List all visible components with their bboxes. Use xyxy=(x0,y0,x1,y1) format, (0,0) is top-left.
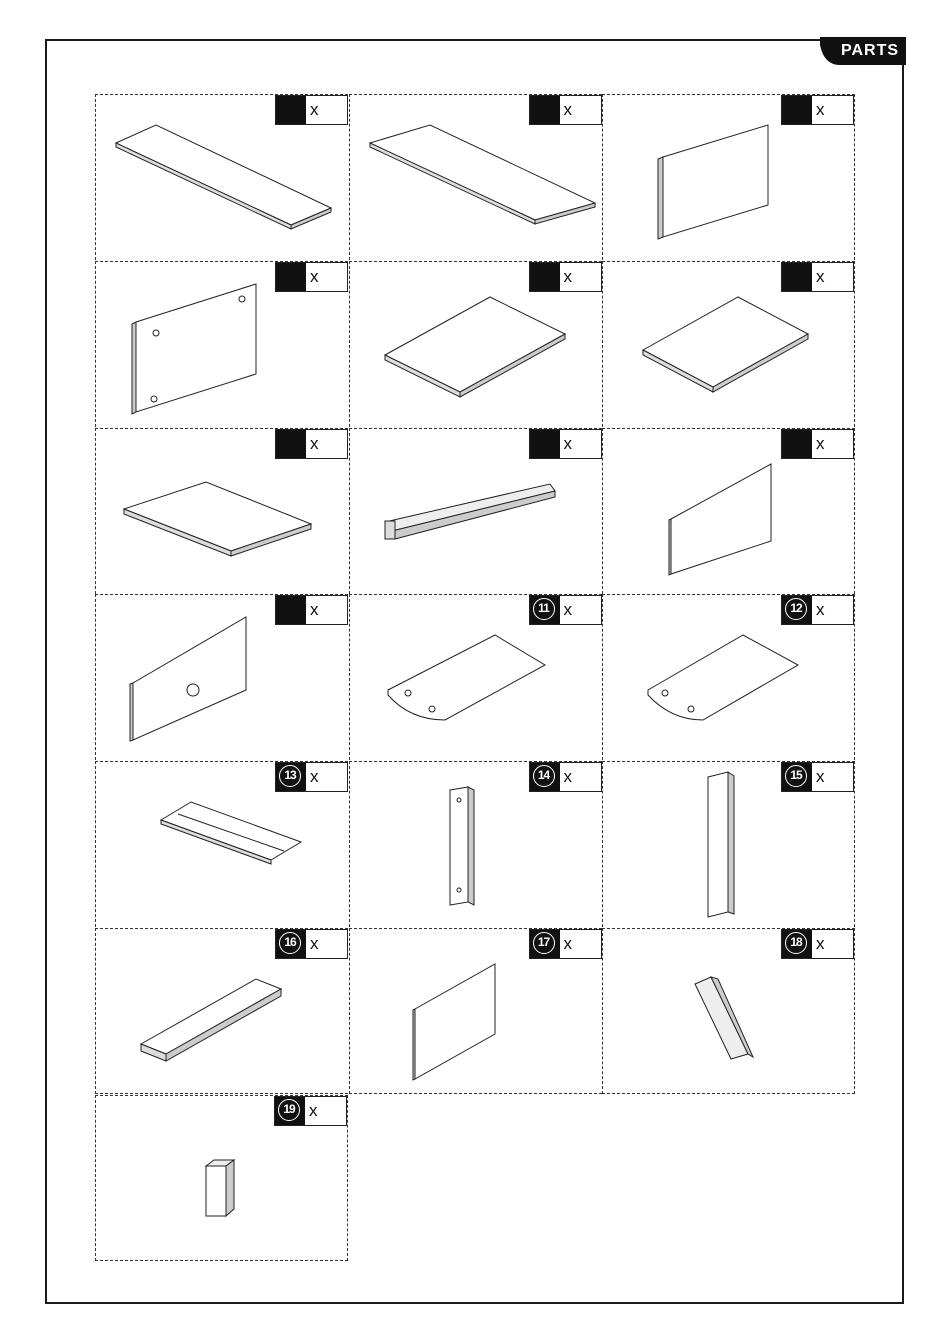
parts-tab-label: PARTS xyxy=(840,42,900,59)
quantity-badge xyxy=(274,1096,347,1126)
part-number: 18 xyxy=(785,932,807,954)
quantity-label: x xyxy=(310,100,319,119)
part-number: 19 xyxy=(278,1099,300,1121)
part-cell-18 xyxy=(602,928,855,1094)
quantity-badge xyxy=(529,429,602,459)
part-number: 16 xyxy=(279,932,301,954)
part-cell-13 xyxy=(95,761,348,927)
quantity-label: x xyxy=(816,266,825,286)
quantity-badge xyxy=(275,262,348,292)
quantity-label: x xyxy=(310,767,319,787)
part-cell-19 xyxy=(95,1095,348,1261)
quantity-label: x xyxy=(310,600,319,620)
quantity-label: x xyxy=(563,100,572,119)
quantity-badge xyxy=(781,429,854,459)
part-number-box xyxy=(782,263,812,291)
quantity-badge xyxy=(529,262,602,292)
part-cell-2 xyxy=(349,94,602,260)
quantity-label: x xyxy=(816,100,825,119)
part-cell-5 xyxy=(349,261,602,427)
part-number-box xyxy=(276,763,306,791)
quantity-label: x xyxy=(816,600,825,620)
part-number-box xyxy=(530,96,560,124)
part-number: 17 xyxy=(533,932,555,954)
part-cell-16 xyxy=(95,928,348,1094)
part-cell-8 xyxy=(349,428,602,594)
part-cell-7 xyxy=(95,428,348,594)
part-number-box xyxy=(276,930,306,958)
quantity-badge xyxy=(529,929,602,959)
quantity-badge xyxy=(275,762,348,792)
quantity-badge xyxy=(781,95,854,125)
part-number-box xyxy=(530,430,560,458)
part-number-box xyxy=(782,763,812,791)
part-number-box xyxy=(530,763,560,791)
part-cell-11 xyxy=(349,594,602,760)
quantity-badge xyxy=(781,595,854,625)
parts-tab xyxy=(818,37,906,65)
part-cell-15 xyxy=(602,761,855,927)
part-cell-4 xyxy=(95,261,348,427)
part-number-box xyxy=(276,596,306,624)
quantity-label: x xyxy=(563,767,572,787)
quantity-badge xyxy=(275,595,348,625)
quantity-label: x xyxy=(310,266,319,286)
part-cell-17 xyxy=(349,928,602,1094)
quantity-label: x xyxy=(563,266,572,286)
part-number-box xyxy=(276,430,306,458)
part-number-box xyxy=(530,263,560,291)
part-cell-14 xyxy=(349,761,602,927)
quantity-label: x xyxy=(563,433,572,453)
part-cell-10 xyxy=(95,594,348,760)
quantity-label: x xyxy=(310,934,319,953)
part-number-box xyxy=(276,263,306,291)
quantity-badge xyxy=(275,429,348,459)
quantity-badge xyxy=(781,929,854,959)
quantity-badge xyxy=(529,595,602,625)
quantity-badge xyxy=(781,262,854,292)
part-number-box xyxy=(782,596,812,624)
part-cell-6 xyxy=(602,261,855,427)
part-number-box xyxy=(782,930,812,958)
part-number-box xyxy=(530,596,560,624)
quantity-badge xyxy=(275,929,348,959)
part-number-box xyxy=(530,930,560,958)
quantity-label: x xyxy=(563,600,572,620)
quantity-label: x xyxy=(309,1100,318,1120)
part-cell-3 xyxy=(602,94,855,260)
part-number-box xyxy=(276,96,306,124)
quantity-badge xyxy=(275,95,348,125)
quantity-badge xyxy=(529,762,602,792)
part-number: 11 xyxy=(533,598,555,620)
quantity-label: x xyxy=(816,767,825,787)
part-number-box xyxy=(275,1097,305,1125)
quantity-badge xyxy=(529,95,602,125)
part-number-box xyxy=(782,430,812,458)
part-cell-12 xyxy=(602,594,855,760)
part-number-box xyxy=(782,96,812,124)
part-number: 13 xyxy=(279,765,301,787)
part-cell-9 xyxy=(602,428,855,594)
quantity-label: x xyxy=(816,934,825,953)
part-number: 12 xyxy=(785,598,807,620)
part-cell-1 xyxy=(95,94,348,260)
part-number: 15 xyxy=(785,765,807,787)
part-number: 14 xyxy=(533,765,555,787)
quantity-label: x xyxy=(816,433,825,453)
quantity-label: x xyxy=(310,433,319,453)
quantity-badge xyxy=(781,762,854,792)
quantity-label: x xyxy=(563,934,572,953)
